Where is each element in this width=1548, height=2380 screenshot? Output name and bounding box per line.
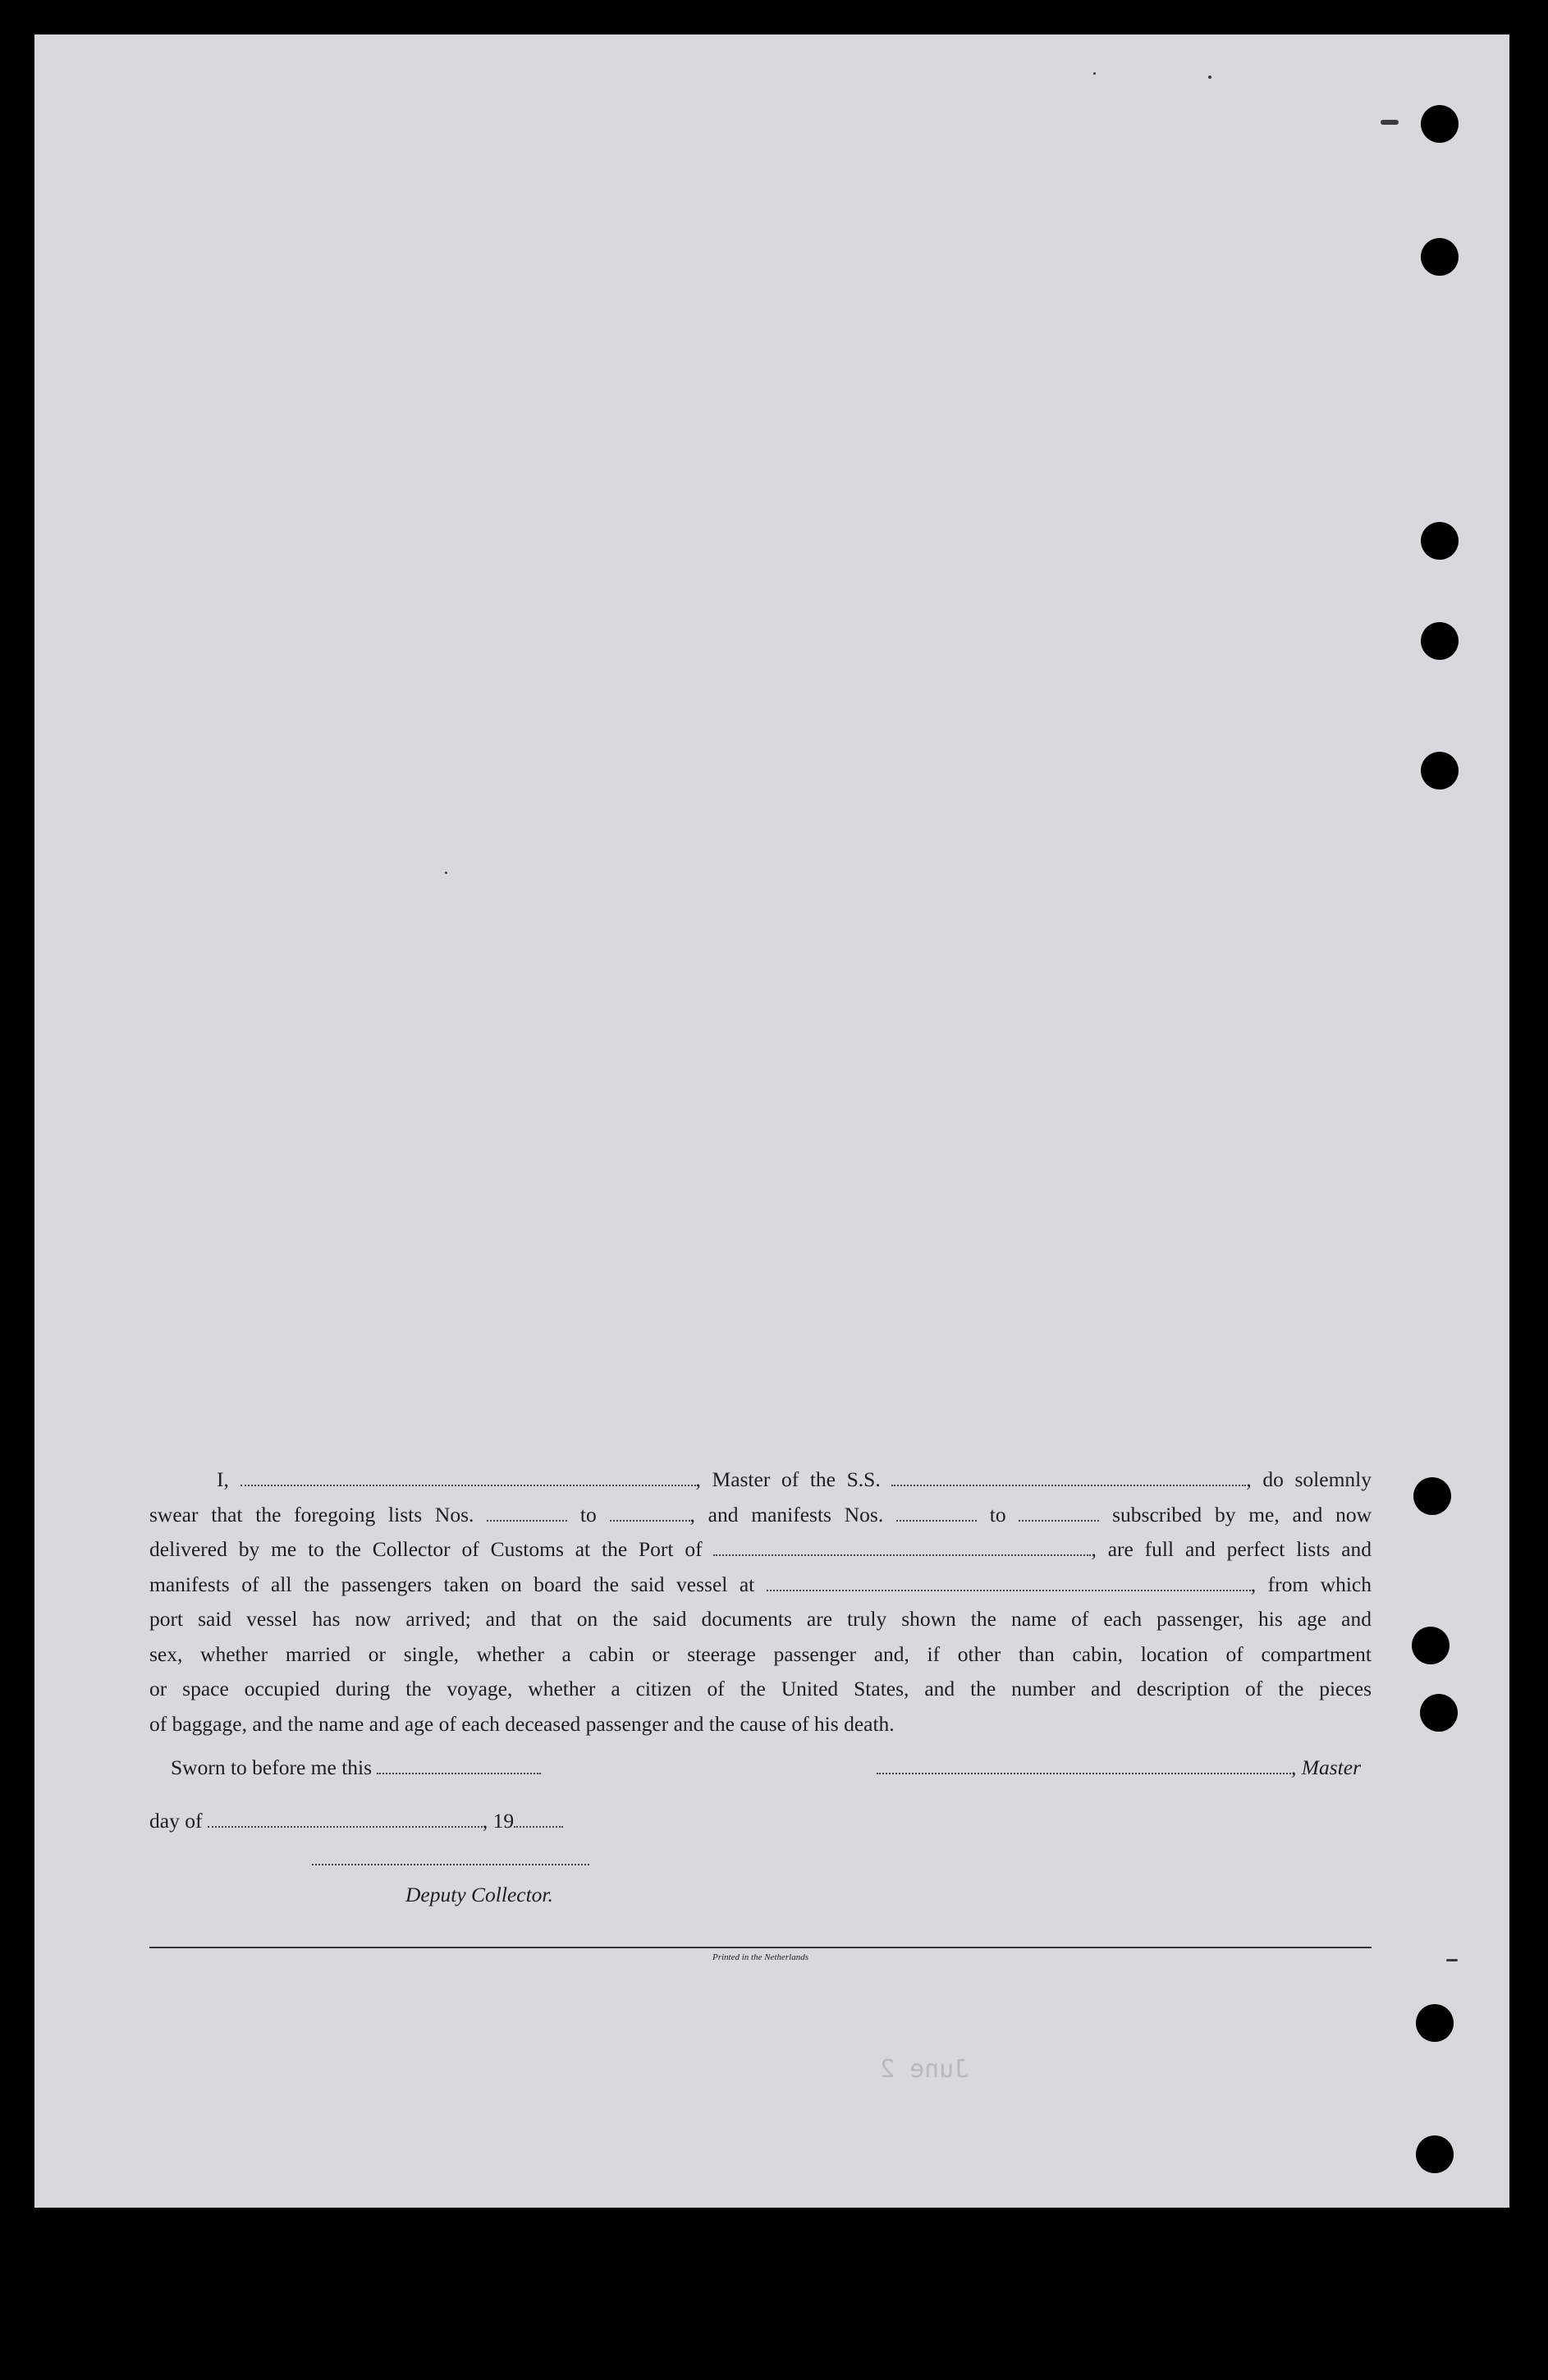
manifests-from-field[interactable] xyxy=(896,1508,977,1522)
oath-line: sex, whether married or single, whether a cabin or steerage passenger and, if other than cabin, location of compartment xyxy=(149,1641,1372,1666)
punch-hole xyxy=(1421,752,1459,790)
punch-hole xyxy=(1421,105,1459,143)
punch-hole xyxy=(1421,622,1459,660)
scan-speck xyxy=(1446,1959,1458,1961)
document-page xyxy=(34,34,1509,2208)
lists-to-field[interactable] xyxy=(610,1508,690,1522)
lists-from-field[interactable] xyxy=(487,1508,567,1522)
oath-line xyxy=(149,1568,1372,1603)
year-field[interactable] xyxy=(514,1815,563,1828)
punch-hole xyxy=(1412,1627,1450,1664)
oath-line xyxy=(149,1462,1372,1498)
scan-speck xyxy=(445,872,447,874)
bleed-through-text: June 2 xyxy=(880,2055,969,2084)
punch-hole xyxy=(1416,2135,1454,2173)
oath-text: manifests of all the passengers taken on board the said vessel at xyxy=(149,1572,755,1596)
master-signature-field[interactable] xyxy=(877,1761,1291,1774)
footer-rule xyxy=(149,1947,1372,1948)
scan-speck xyxy=(1381,120,1399,125)
oath-text: , Master of the S.S. xyxy=(695,1467,881,1491)
punch-hole xyxy=(1421,522,1459,560)
oath-text: swear that the foregoing lists Nos. xyxy=(149,1502,474,1526)
oath-text: , do solemnly xyxy=(1246,1467,1372,1491)
sworn-day-field[interactable] xyxy=(377,1761,541,1774)
scan-speck xyxy=(1093,72,1096,75)
deputy-collector-label: Deputy Collector. xyxy=(405,1883,553,1906)
ship-name-field[interactable] xyxy=(891,1473,1246,1486)
oath-text: to xyxy=(989,1502,1006,1526)
oath-text: I, xyxy=(217,1467,229,1491)
scan-speck xyxy=(1208,76,1211,79)
oath-paragraph xyxy=(149,1462,1372,1742)
sworn-line xyxy=(171,1755,541,1780)
punch-hole xyxy=(1416,2004,1454,2042)
manifests-to-field[interactable] xyxy=(1019,1508,1099,1522)
deputy-signature-line xyxy=(312,1847,589,1871)
sworn-label: Sworn to before me this xyxy=(171,1755,373,1779)
oath-text: subscribed by me, and now xyxy=(1112,1502,1372,1526)
oath-text: , are full and perfect lists and xyxy=(1091,1537,1372,1561)
month-field[interactable] xyxy=(208,1815,483,1828)
port-field[interactable] xyxy=(713,1543,1091,1556)
year-label: , 19 xyxy=(482,1809,515,1833)
oath-text: , from which xyxy=(1250,1572,1372,1596)
printed-in-label: Printed in the Netherlands xyxy=(712,1952,808,1962)
master-signature-line xyxy=(877,1755,1361,1780)
oath-line xyxy=(149,1532,1372,1568)
deputy-signature-field[interactable] xyxy=(312,1852,589,1865)
master-name-field[interactable] xyxy=(240,1473,696,1486)
oath-line: of baggage, and the name and age of each deceased passenger and the cause of his death. xyxy=(149,1711,895,1736)
oath-text: to xyxy=(579,1502,597,1526)
day-of-line xyxy=(149,1809,563,1833)
oath-line: port said vessel has now arrived; and that on the said documents are truly shown the name of each passenger, his age and xyxy=(149,1607,1372,1631)
embarkation-port-field[interactable] xyxy=(767,1578,1251,1591)
oath-text: delivered by me to the Collector of Customs at the Port of xyxy=(149,1537,703,1561)
punch-hole xyxy=(1420,1694,1458,1732)
oath-line xyxy=(149,1498,1372,1533)
punch-hole xyxy=(1421,238,1459,276)
punch-hole xyxy=(1413,1477,1451,1515)
oath-line: or space occupied during the voyage, whether a citizen of the United States, and the number and description of the pieces xyxy=(149,1677,1372,1700)
master-label: , Master xyxy=(1291,1755,1361,1779)
oath-text: , and manifests Nos. xyxy=(689,1502,884,1526)
day-of-label: day of xyxy=(149,1809,203,1833)
